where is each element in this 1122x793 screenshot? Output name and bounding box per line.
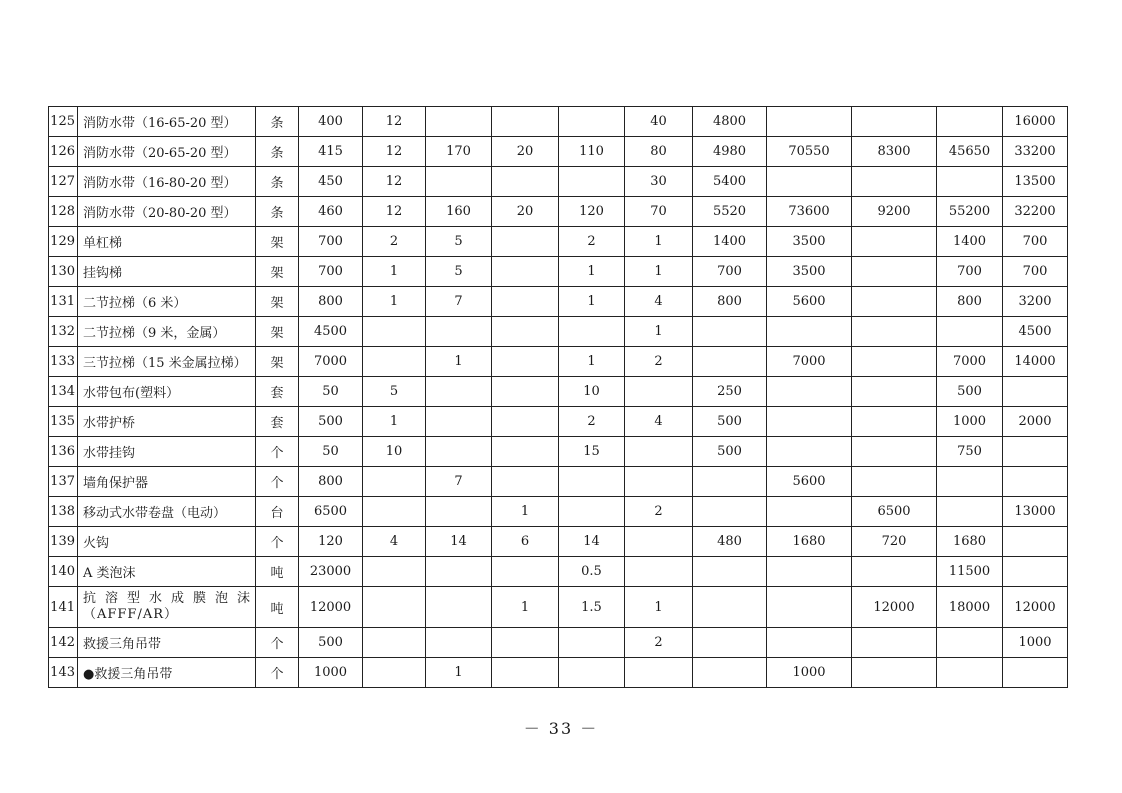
value-cell-c2: 12: [363, 137, 426, 167]
value-cell-c1: 500: [299, 407, 363, 437]
item-name-cell: 火钩: [78, 527, 256, 557]
table-row: [49, 347, 1068, 377]
value-cell-c7: 4800: [693, 107, 767, 137]
row-number-cell: 139: [49, 527, 78, 557]
value-cell-c9: [852, 658, 937, 688]
value-cell-c1: 450: [299, 167, 363, 197]
item-name-cell: 水带包布(塑料）: [78, 377, 256, 407]
value-cell-c2: [363, 628, 426, 658]
value-cell-c10: 18000: [937, 587, 1003, 628]
row-number-cell: 141: [49, 587, 78, 628]
value-cell-c3: 5: [426, 257, 492, 287]
value-cell-c1: 120: [299, 527, 363, 557]
value-cell-c1: 7000: [299, 347, 363, 377]
value-cell-c5: 15: [559, 437, 625, 467]
value-cell-c4: [492, 377, 559, 407]
item-name-cell: A 类泡沫: [78, 557, 256, 587]
value-cell-c1: 6500: [299, 497, 363, 527]
value-cell-c2: 12: [363, 107, 426, 137]
value-cell-c9: 8300: [852, 137, 937, 167]
value-cell-c11: [1003, 377, 1068, 407]
value-cell-c11: 1000: [1003, 628, 1068, 658]
value-cell-c6: 1: [625, 317, 693, 347]
value-cell-c9: 6500: [852, 497, 937, 527]
table-row: [49, 628, 1068, 658]
value-cell-c5: 14: [559, 527, 625, 557]
value-cell-c8: [767, 407, 852, 437]
value-cell-c6: 2: [625, 347, 693, 377]
row-number-cell: 136: [49, 437, 78, 467]
value-cell-c11: 700: [1003, 257, 1068, 287]
value-cell-c5: [559, 467, 625, 497]
row-number-cell: 129: [49, 227, 78, 257]
value-cell-c2: 1: [363, 287, 426, 317]
table-row: [49, 557, 1068, 587]
value-cell-c6: 1: [625, 257, 693, 287]
item-name-cell: 消防水带（16-65-20 型）: [78, 107, 256, 137]
value-cell-c1: 500: [299, 628, 363, 658]
value-cell-c7: 500: [693, 437, 767, 467]
table-row: [49, 107, 1068, 137]
table-row: [49, 377, 1068, 407]
value-cell-c7: [693, 467, 767, 497]
value-cell-c5: [559, 167, 625, 197]
row-number-cell: 127: [49, 167, 78, 197]
value-cell-c2: 12: [363, 167, 426, 197]
value-cell-c4: [492, 257, 559, 287]
value-cell-c3: [426, 107, 492, 137]
value-cell-c2: [363, 587, 426, 628]
value-cell-c5: [559, 497, 625, 527]
value-cell-c6: 30: [625, 167, 693, 197]
item-name-cell: 移动式水带卷盘（电动）: [78, 497, 256, 527]
value-cell-c8: 1000: [767, 658, 852, 688]
value-cell-c4: 6: [492, 527, 559, 557]
item-name-cell: 救援三角吊带: [78, 628, 256, 658]
value-cell-c3: [426, 437, 492, 467]
value-cell-c11: 33200: [1003, 137, 1068, 167]
value-cell-c4: 1: [492, 497, 559, 527]
row-number-cell: 126: [49, 137, 78, 167]
item-name-cell: 消防水带（20-80-20 型）: [78, 197, 256, 227]
value-cell-c4: [492, 317, 559, 347]
value-cell-c2: 1: [363, 257, 426, 287]
value-cell-c3: 160: [426, 197, 492, 227]
value-cell-c7: 500: [693, 407, 767, 437]
value-cell-c7: 250: [693, 377, 767, 407]
value-cell-c5: 1: [559, 347, 625, 377]
value-cell-c4: [492, 437, 559, 467]
value-cell-c11: 13000: [1003, 497, 1068, 527]
value-cell-c10: 1400: [937, 227, 1003, 257]
table-row: [49, 137, 1068, 167]
value-cell-c8: [767, 317, 852, 347]
value-cell-c2: [363, 347, 426, 377]
value-cell-c9: [852, 107, 937, 137]
value-cell-c6: 70: [625, 197, 693, 227]
value-cell-c7: 1400: [693, 227, 767, 257]
value-cell-c9: [852, 287, 937, 317]
value-cell-c8: 7000: [767, 347, 852, 377]
item-name-cell: 二节拉梯（6 米）: [78, 287, 256, 317]
value-cell-c4: [492, 628, 559, 658]
value-cell-c9: [852, 257, 937, 287]
value-cell-c9: [852, 347, 937, 377]
value-cell-c1: 50: [299, 437, 363, 467]
unit-cell: 架: [256, 257, 299, 287]
value-cell-c10: 500: [937, 377, 1003, 407]
value-cell-c10: 800: [937, 287, 1003, 317]
value-cell-c6: 4: [625, 287, 693, 317]
item-name-cell: 水带护桥: [78, 407, 256, 437]
item-name-cell: 消防水带（16-80-20 型）: [78, 167, 256, 197]
value-cell-c3: 7: [426, 287, 492, 317]
value-cell-c2: 12: [363, 197, 426, 227]
row-number-cell: 138: [49, 497, 78, 527]
table-row: [49, 497, 1068, 527]
value-cell-c10: 7000: [937, 347, 1003, 377]
page-number: － 33 －: [523, 719, 599, 738]
value-cell-c11: 13500: [1003, 167, 1068, 197]
row-number-cell: 133: [49, 347, 78, 377]
value-cell-c9: [852, 437, 937, 467]
value-cell-c11: 14000: [1003, 347, 1068, 377]
value-cell-c1: 23000: [299, 557, 363, 587]
value-cell-c10: 750: [937, 437, 1003, 467]
value-cell-c6: 40: [625, 107, 693, 137]
value-cell-c11: [1003, 658, 1068, 688]
value-cell-c8: 5600: [767, 287, 852, 317]
value-cell-c5: 10: [559, 377, 625, 407]
unit-cell: 个: [256, 437, 299, 467]
value-cell-c5: 120: [559, 197, 625, 227]
value-cell-c8: [767, 628, 852, 658]
value-cell-c7: 4980: [693, 137, 767, 167]
value-cell-c3: 170: [426, 137, 492, 167]
value-cell-c6: 80: [625, 137, 693, 167]
value-cell-c10: 45650: [937, 137, 1003, 167]
table-row: [49, 658, 1068, 688]
value-cell-c10: 55200: [937, 197, 1003, 227]
value-cell-c1: 400: [299, 107, 363, 137]
row-number-cell: 134: [49, 377, 78, 407]
row-number-cell: 132: [49, 317, 78, 347]
value-cell-c8: 70550: [767, 137, 852, 167]
value-cell-c5: 2: [559, 407, 625, 437]
value-cell-c6: [625, 557, 693, 587]
value-cell-c10: [937, 317, 1003, 347]
row-number-cell: 125: [49, 107, 78, 137]
row-number-cell: 140: [49, 557, 78, 587]
value-cell-c1: 800: [299, 467, 363, 497]
row-number-cell: 143: [49, 658, 78, 688]
value-cell-c1: 700: [299, 257, 363, 287]
value-cell-c1: 460: [299, 197, 363, 227]
value-cell-c4: [492, 287, 559, 317]
unit-cell: 架: [256, 227, 299, 257]
value-cell-c9: 9200: [852, 197, 937, 227]
value-cell-c7: [693, 587, 767, 628]
value-cell-c4: 20: [492, 137, 559, 167]
value-cell-c11: [1003, 557, 1068, 587]
item-name-cell: 挂钩梯: [78, 257, 256, 287]
value-cell-c5: [559, 107, 625, 137]
unit-cell: 个: [256, 527, 299, 557]
value-cell-c3: 1: [426, 347, 492, 377]
value-cell-c6: [625, 527, 693, 557]
value-cell-c6: 4: [625, 407, 693, 437]
table-row: [49, 227, 1068, 257]
value-cell-c11: [1003, 527, 1068, 557]
unit-cell: 台: [256, 497, 299, 527]
value-cell-c10: 11500: [937, 557, 1003, 587]
unit-cell: 条: [256, 167, 299, 197]
value-cell-c6: 2: [625, 628, 693, 658]
value-cell-c9: [852, 628, 937, 658]
value-cell-c10: [937, 467, 1003, 497]
unit-cell: 条: [256, 137, 299, 167]
table-row: [49, 587, 1068, 628]
value-cell-c5: 0.5: [559, 557, 625, 587]
value-cell-c7: 700: [693, 257, 767, 287]
value-cell-c4: [492, 107, 559, 137]
table-row: [49, 257, 1068, 287]
value-cell-c7: [693, 497, 767, 527]
value-cell-c6: [625, 658, 693, 688]
value-cell-c9: [852, 167, 937, 197]
unit-cell: 条: [256, 197, 299, 227]
unit-cell: 架: [256, 287, 299, 317]
value-cell-c1: 50: [299, 377, 363, 407]
unit-cell: 架: [256, 347, 299, 377]
value-cell-c1: 415: [299, 137, 363, 167]
value-cell-c11: 32200: [1003, 197, 1068, 227]
value-cell-c2: [363, 497, 426, 527]
value-cell-c10: [937, 107, 1003, 137]
row-number-cell: 130: [49, 257, 78, 287]
value-cell-c10: [937, 658, 1003, 688]
value-cell-c7: 5400: [693, 167, 767, 197]
unit-cell: 条: [256, 107, 299, 137]
value-cell-c5: [559, 317, 625, 347]
value-cell-c11: 4500: [1003, 317, 1068, 347]
value-cell-c3: 7: [426, 467, 492, 497]
value-cell-c7: 480: [693, 527, 767, 557]
value-cell-c3: [426, 407, 492, 437]
row-number-cell: 142: [49, 628, 78, 658]
value-cell-c1: 700: [299, 227, 363, 257]
value-cell-c2: [363, 658, 426, 688]
value-cell-c8: [767, 167, 852, 197]
item-name-cell: 三节拉梯（15 米金属拉梯）: [78, 347, 256, 377]
value-cell-c5: 110: [559, 137, 625, 167]
value-cell-c3: [426, 377, 492, 407]
unit-cell: 个: [256, 467, 299, 497]
unit-cell: 个: [256, 658, 299, 688]
value-cell-c11: 700: [1003, 227, 1068, 257]
value-cell-c2: [363, 317, 426, 347]
equipment-table: [48, 106, 1068, 688]
unit-cell: 吨: [256, 557, 299, 587]
unit-cell: 架: [256, 317, 299, 347]
value-cell-c1: 800: [299, 287, 363, 317]
table-row: [49, 467, 1068, 497]
table-row: [49, 167, 1068, 197]
value-cell-c9: 12000: [852, 587, 937, 628]
value-cell-c5: 1.5: [559, 587, 625, 628]
value-cell-c8: [767, 107, 852, 137]
unit-cell: 吨: [256, 587, 299, 628]
item-name-cell: 单杠梯: [78, 227, 256, 257]
value-cell-c10: [937, 167, 1003, 197]
value-cell-c9: [852, 317, 937, 347]
value-cell-c10: 700: [937, 257, 1003, 287]
table-row: [49, 197, 1068, 227]
value-cell-c11: [1003, 437, 1068, 467]
row-number-cell: 131: [49, 287, 78, 317]
value-cell-c8: 73600: [767, 197, 852, 227]
value-cell-c4: [492, 347, 559, 377]
item-name-cell: 水带挂钩: [78, 437, 256, 467]
value-cell-c2: 5: [363, 377, 426, 407]
value-cell-c9: [852, 227, 937, 257]
value-cell-c8: [767, 557, 852, 587]
table-row: [49, 317, 1068, 347]
value-cell-c7: [693, 347, 767, 377]
value-cell-c6: 1: [625, 587, 693, 628]
value-cell-c6: [625, 437, 693, 467]
value-cell-c8: [767, 377, 852, 407]
unit-cell: 套: [256, 377, 299, 407]
value-cell-c10: [937, 628, 1003, 658]
value-cell-c8: [767, 437, 852, 467]
value-cell-c2: 2: [363, 227, 426, 257]
value-cell-c10: 1000: [937, 407, 1003, 437]
value-cell-c5: 2: [559, 227, 625, 257]
value-cell-c1: 4500: [299, 317, 363, 347]
item-name-cell: 墙角保护器: [78, 467, 256, 497]
value-cell-c7: [693, 317, 767, 347]
value-cell-c8: 3500: [767, 257, 852, 287]
value-cell-c4: [492, 407, 559, 437]
value-cell-c6: [625, 467, 693, 497]
row-number-cell: 135: [49, 407, 78, 437]
value-cell-c11: 3200: [1003, 287, 1068, 317]
value-cell-c8: 1680: [767, 527, 852, 557]
table-body: [49, 107, 1068, 688]
value-cell-c1: 12000: [299, 587, 363, 628]
value-cell-c2: [363, 467, 426, 497]
value-cell-c3: [426, 317, 492, 347]
value-cell-c3: 14: [426, 527, 492, 557]
value-cell-c9: [852, 377, 937, 407]
row-number-cell: 128: [49, 197, 78, 227]
item-name-cell: 消防水带（20-65-20 型）: [78, 137, 256, 167]
value-cell-c4: 20: [492, 197, 559, 227]
value-cell-c4: [492, 557, 559, 587]
value-cell-c4: [492, 227, 559, 257]
value-cell-c5: 1: [559, 287, 625, 317]
value-cell-c4: [492, 658, 559, 688]
value-cell-c4: [492, 467, 559, 497]
table-row: [49, 407, 1068, 437]
value-cell-c5: [559, 658, 625, 688]
value-cell-c2: 1: [363, 407, 426, 437]
value-cell-c2: 4: [363, 527, 426, 557]
item-name-cell: 抗溶型水成膜泡沫（AFFF/AR）: [78, 587, 256, 628]
value-cell-c11: 2000: [1003, 407, 1068, 437]
value-cell-c10: 1680: [937, 527, 1003, 557]
value-cell-c5: [559, 628, 625, 658]
value-cell-c6: 2: [625, 497, 693, 527]
value-cell-c9: 720: [852, 527, 937, 557]
value-cell-c6: [625, 377, 693, 407]
row-number-cell: 137: [49, 467, 78, 497]
value-cell-c3: [426, 167, 492, 197]
unit-cell: 套: [256, 407, 299, 437]
value-cell-c3: [426, 628, 492, 658]
value-cell-c4: [492, 167, 559, 197]
value-cell-c3: 1: [426, 658, 492, 688]
value-cell-c8: 5600: [767, 467, 852, 497]
value-cell-c9: [852, 407, 937, 437]
value-cell-c3: 5: [426, 227, 492, 257]
value-cell-c3: [426, 497, 492, 527]
value-cell-c4: 1: [492, 587, 559, 628]
value-cell-c11: 12000: [1003, 587, 1068, 628]
value-cell-c3: [426, 557, 492, 587]
value-cell-c7: 800: [693, 287, 767, 317]
item-name-cell: 二节拉梯（9 米，金属）: [78, 317, 256, 347]
value-cell-c7: [693, 658, 767, 688]
value-cell-c7: 5520: [693, 197, 767, 227]
table-row: [49, 527, 1068, 557]
value-cell-c8: 3500: [767, 227, 852, 257]
value-cell-c9: [852, 467, 937, 497]
value-cell-c1: 1000: [299, 658, 363, 688]
value-cell-c8: [767, 497, 852, 527]
value-cell-c7: [693, 628, 767, 658]
value-cell-c3: [426, 587, 492, 628]
value-cell-c11: 16000: [1003, 107, 1068, 137]
value-cell-c2: 10: [363, 437, 426, 467]
value-cell-c10: [937, 497, 1003, 527]
value-cell-c5: 1: [559, 257, 625, 287]
table-row: [49, 437, 1068, 467]
value-cell-c2: [363, 557, 426, 587]
value-cell-c11: [1003, 467, 1068, 497]
value-cell-c7: [693, 557, 767, 587]
unit-cell: 个: [256, 628, 299, 658]
table-row: [49, 287, 1068, 317]
value-cell-c8: [767, 587, 852, 628]
value-cell-c6: 1: [625, 227, 693, 257]
item-name-cell: ●救援三角吊带: [78, 658, 256, 688]
value-cell-c9: [852, 557, 937, 587]
